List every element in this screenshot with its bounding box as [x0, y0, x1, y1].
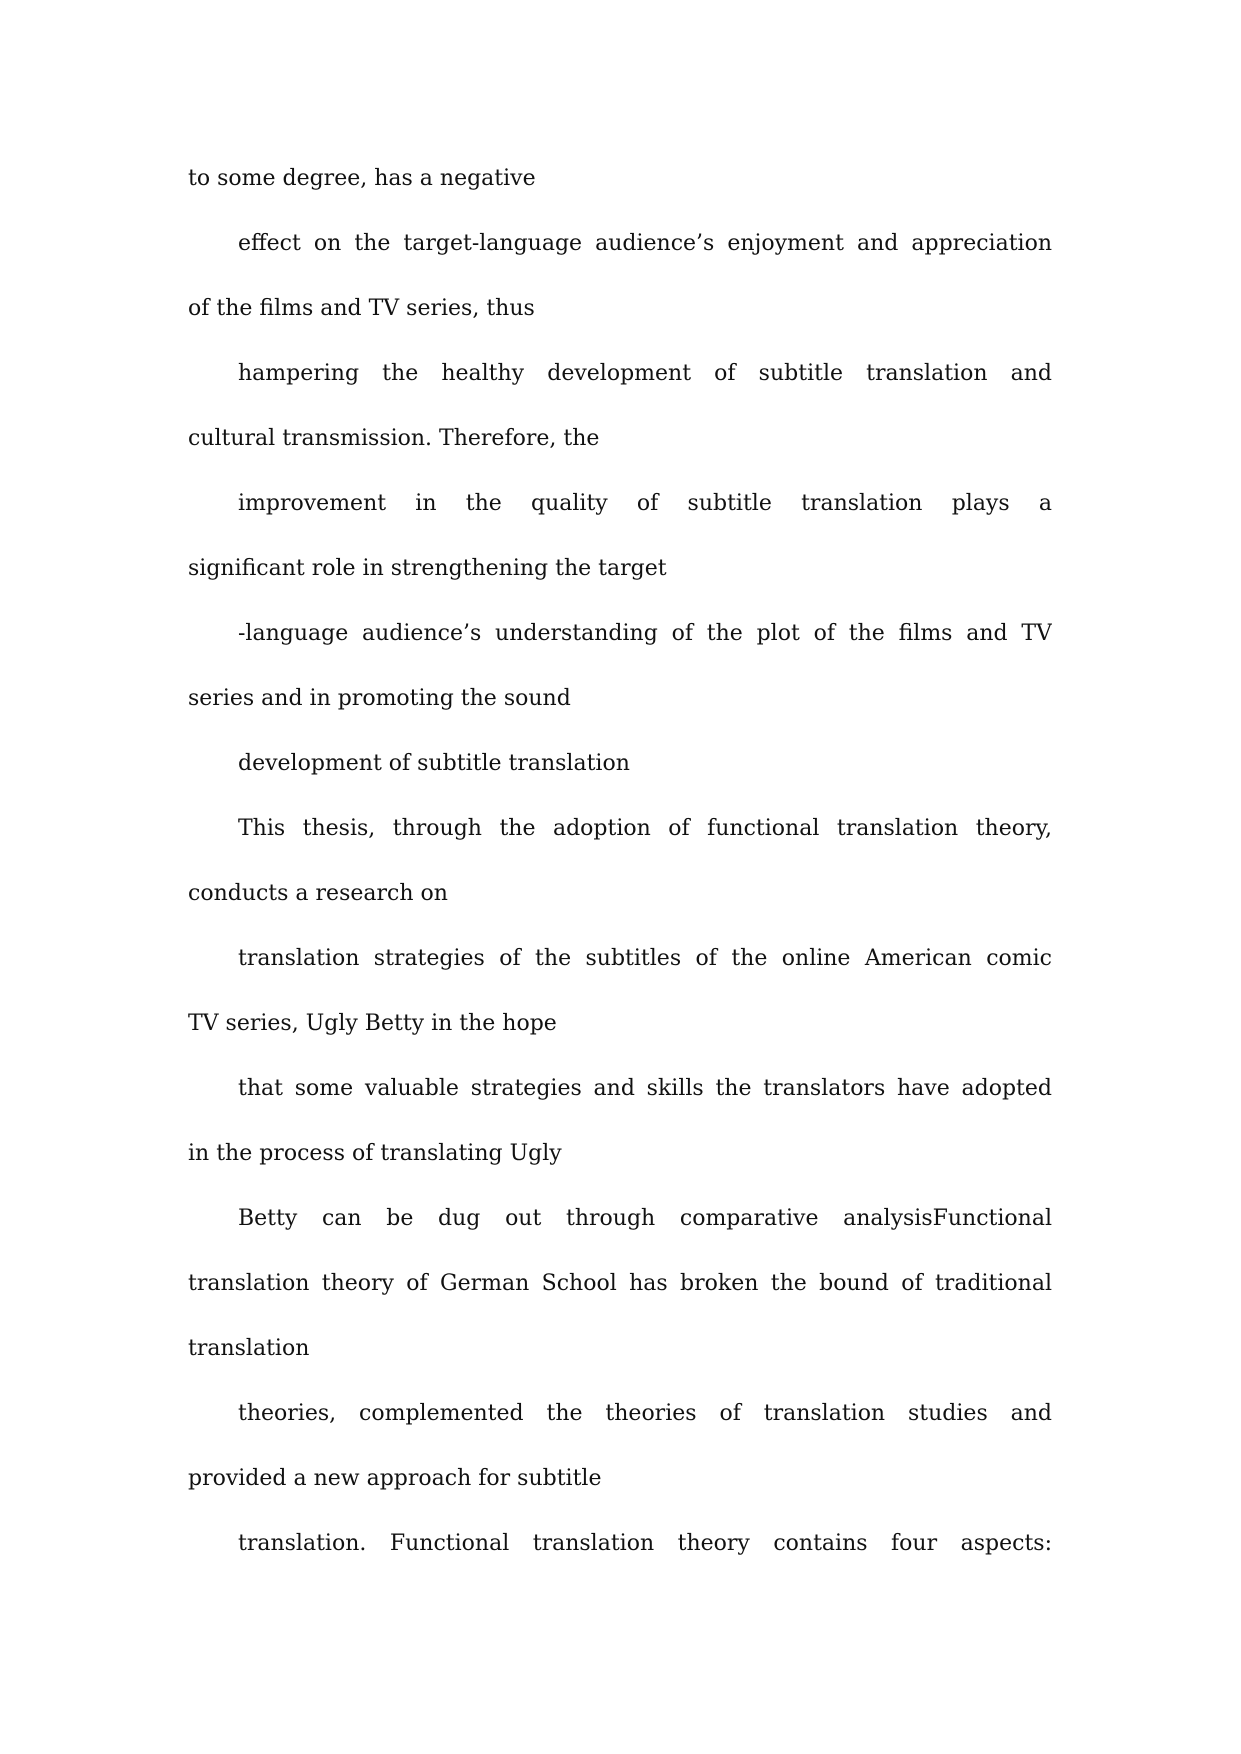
text-line: in the process of translating Ugly: [188, 1141, 562, 1166]
text-line: that some valuable strategies and skills the translators have adopted: [238, 1076, 1052, 1101]
text-line: development of subtitle translation: [238, 751, 630, 776]
text-line: effect on the target-language audience’s enjoyment and appreciation: [238, 231, 1052, 256]
text-line: provided a new approach for subtitle: [188, 1466, 602, 1491]
text-line: significant role in strengthening the target: [188, 556, 667, 581]
text-line: translation. Functional translation theory contains four aspects:: [238, 1531, 1052, 1556]
text-line: translation: [188, 1336, 310, 1361]
text-line: -language audience’s understanding of the plot of the films and TV: [238, 621, 1052, 646]
text-line: theories, complemented the theories of translation studies and: [238, 1401, 1052, 1426]
text-line: translation strategies of the subtitles of the online American comic: [238, 946, 1052, 971]
text-line: series and in promoting the sound: [188, 686, 571, 711]
text-line: Betty can be dug out through comparative analysisFunctional: [238, 1206, 1052, 1231]
text-line: hampering the healthy development of subtitle translation and: [238, 361, 1052, 386]
text-line: cultural transmission. Therefore, the: [188, 426, 600, 451]
text-line: conducts a research on: [188, 881, 448, 906]
text-line: to some degree, has a negative: [188, 166, 536, 191]
text-line: improvement in the quality of subtitle translation plays a: [238, 491, 1052, 516]
body-text: [188, 164, 1052, 1594]
text-line: TV series, Ugly Betty in the hope: [188, 1011, 557, 1036]
text-line: translation theory of German School has broken the bound of traditional: [188, 1271, 1052, 1296]
text-line: This thesis, through the adoption of functional translation theory,: [238, 816, 1052, 841]
text-line: of the films and TV series, thus: [188, 296, 535, 321]
